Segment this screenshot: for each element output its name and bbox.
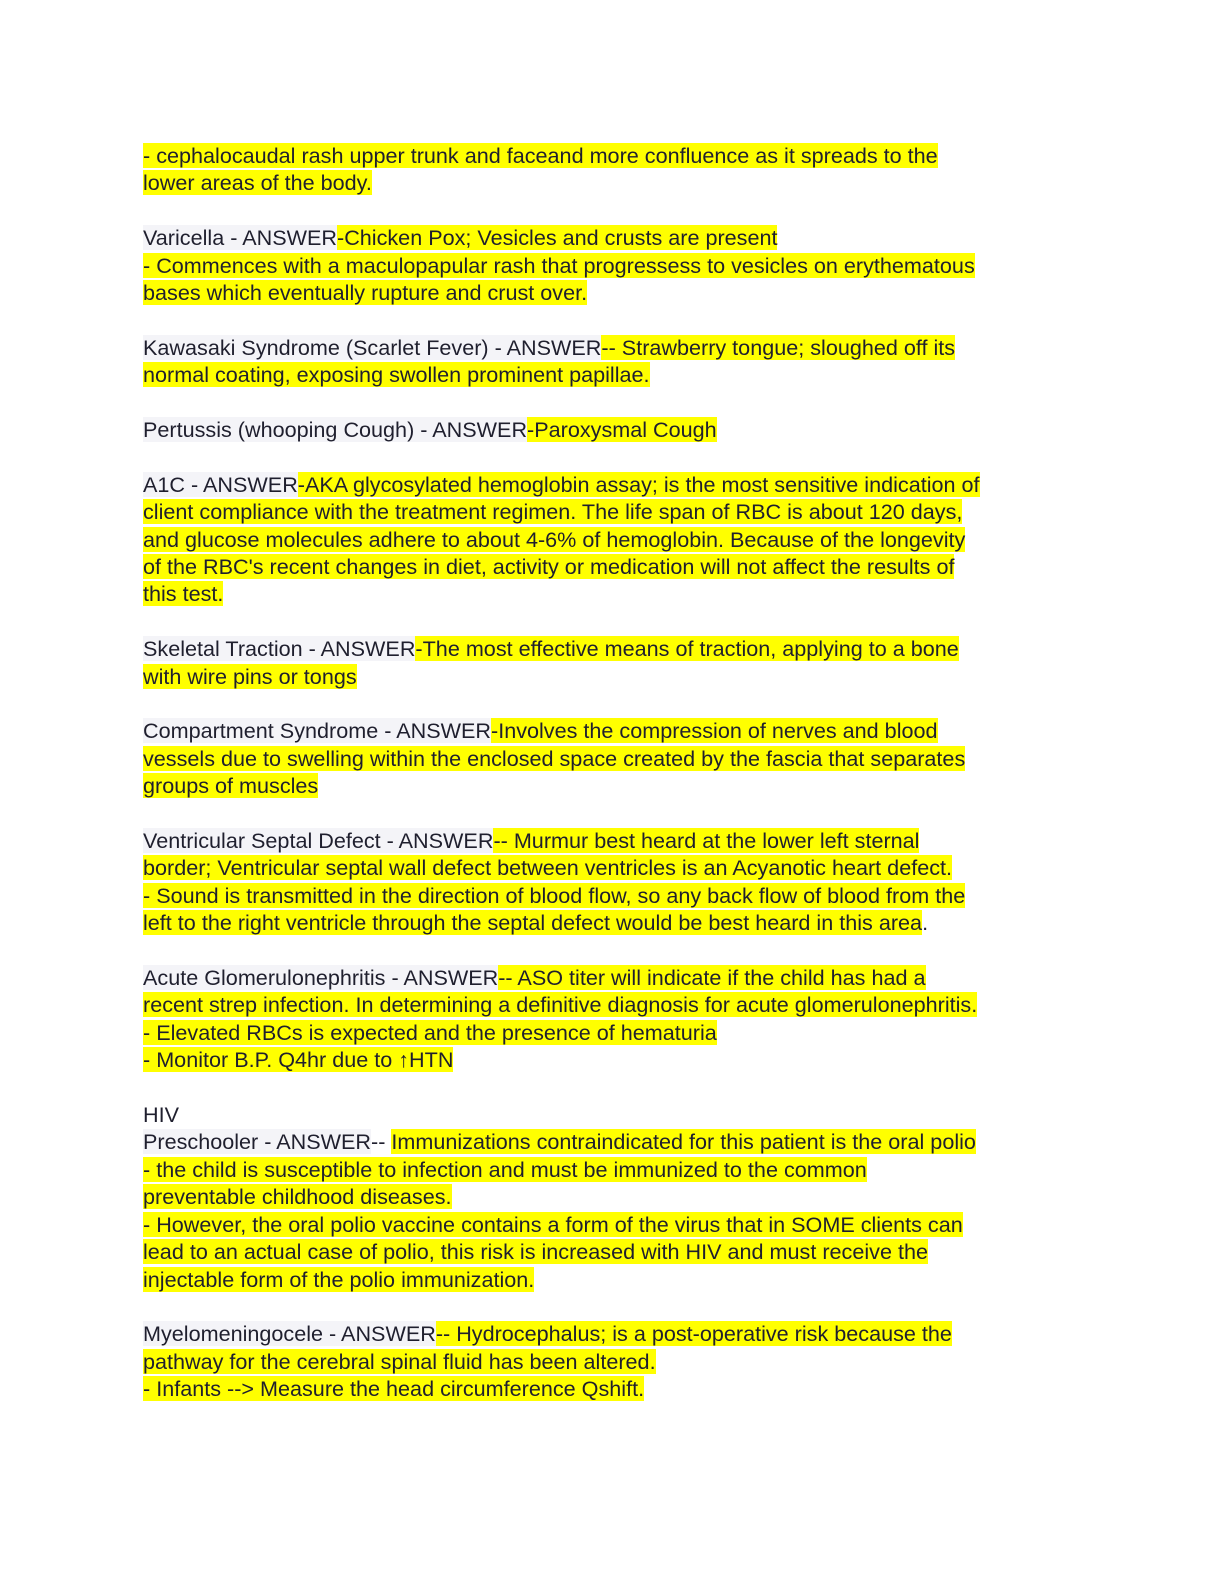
text-line <box>143 1046 1078 1073</box>
highlighted-text: - cephalocaudal rash upper trunk and faceand more confluence as it spreads to the <box>143 143 938 168</box>
highlighted-text: -Chicken Pox; Vesicles and crusts are present <box>337 225 778 251</box>
text-line <box>143 142 1078 169</box>
text-line <box>143 909 1078 936</box>
text-line <box>143 169 1078 196</box>
text-line <box>143 334 1078 361</box>
highlighted-text: pathway for the cerebral spinal fluid has been altered. <box>143 1348 656 1374</box>
highlighted-text: -Paroxysmal Cough <box>527 417 717 443</box>
text-line <box>143 1183 1078 1210</box>
document-body <box>143 142 1078 1430</box>
highlighted-text: -- Strawberry tongue; sloughed off its <box>601 334 956 360</box>
highlighted-text: groups of muscles <box>143 773 319 799</box>
text-line <box>143 224 1078 251</box>
qa-entry <box>143 635 1078 690</box>
term-label: Skeletal Traction - ANSWER <box>143 636 416 662</box>
text-line <box>143 854 1078 881</box>
highlighted-text: - Sound is transmitted in the direction of blood flow, so any back flow of blood from the <box>143 882 966 908</box>
text-line <box>143 471 1078 498</box>
text-line <box>143 498 1078 525</box>
text-line <box>143 1211 1078 1238</box>
highlighted-text: - Commences with a maculopapular rash that progressess to vesicles on erythematous <box>143 252 975 278</box>
highlighted-text: and glucose molecules adhere to about 4-6% of hemoglobin. Because of the longevity <box>143 526 966 552</box>
highlighted-text: recent strep infection. In determining a definitive diagnosis for acute glomerulonephritis. <box>143 992 978 1018</box>
text-line <box>143 1156 1078 1183</box>
highlighted-text: -- ASO titer will indicate if the child has had a <box>498 965 926 991</box>
highlighted-text: normal coating, exposing swollen prominent papillae. <box>143 362 650 388</box>
highlighted-text: preventable childhood diseases. <box>143 1184 452 1210</box>
term-label: Pertussis (whooping Cough) - ANSWER <box>143 417 528 443</box>
highlighted-text: this test. <box>143 581 224 607</box>
qa-entry <box>143 416 1078 443</box>
highlighted-text: -- Hydrocephalus; is a post-operative risk because the <box>435 1321 952 1347</box>
highlighted-text: with wire pins or tongs <box>143 663 357 689</box>
text-line <box>143 526 1078 553</box>
highlighted-text: - However, the oral polio vaccine contains a form of the virus that in SOME clients can <box>143 1211 963 1237</box>
highlighted-text: vessels due to swelling within the enclosed space created by the fascia that separates <box>143 745 966 771</box>
highlighted-text: -Involves the compression of nerves and blood <box>491 718 938 744</box>
qa-entry <box>143 471 1078 608</box>
text-line <box>143 1238 1078 1265</box>
text-line <box>143 1101 1078 1128</box>
qa-entry <box>143 717 1078 799</box>
highlighted-text: - Infants --> Measure the head circumference Qshift. <box>143 1376 645 1402</box>
plain-text: HIV <box>143 1102 179 1128</box>
highlighted-text: lower areas of the body. <box>143 170 372 196</box>
highlighted-text: bases which eventually rupture and crust over. <box>143 280 588 306</box>
term-label: Ventricular Septal Defect - ANSWER <box>143 828 494 854</box>
highlighted-text: -AKA glycosylated hemoglobin assay; is the most sensitive indication of <box>297 471 980 497</box>
text-line <box>143 1375 1078 1402</box>
text-line <box>143 882 1078 909</box>
text-line <box>143 279 1078 306</box>
text-line <box>143 416 1078 443</box>
plain-text: . <box>922 910 929 936</box>
term-label: Myelomeningocele - ANSWER <box>143 1321 436 1347</box>
term-label: Kawasaki Syndrome (Scarlet Fever) - ANSWER <box>143 334 602 360</box>
qa-entry <box>143 1320 1078 1402</box>
highlighted-text: - the child is susceptible to infection and must be immunized to the common <box>143 1156 867 1182</box>
highlighted-text: border; Ventricular septal wall defect between ventricles is an Acyanotic heart defect. <box>143 855 953 881</box>
highlighted-text: - Monitor B.P. Q4hr due to ↑HTN <box>143 1047 454 1073</box>
term-label: Preschooler - ANSWER <box>143 1129 371 1155</box>
highlighted-text: -The most effective means of traction, applying to a bone <box>415 636 959 662</box>
highlighted-text: injectable form of the polio immunization. <box>143 1266 535 1292</box>
qa-entry <box>143 142 1078 197</box>
text-line <box>143 827 1078 854</box>
text-line <box>143 635 1078 662</box>
highlighted-text: -- Murmur best heard at the lower left sternal <box>493 828 920 854</box>
text-line <box>143 991 1078 1018</box>
text-line <box>143 745 1078 772</box>
highlighted-text: left to the right ventricle through the septal defect would be best heard in this area <box>143 910 923 936</box>
term-label: A1C - ANSWER <box>143 471 298 497</box>
term-label: Varicella - ANSWER <box>143 225 337 251</box>
text-line <box>143 1320 1078 1347</box>
qa-entry <box>143 964 1078 1074</box>
text-line <box>143 964 1078 991</box>
text-line <box>143 361 1078 388</box>
text-line <box>143 1128 1078 1155</box>
qa-entry <box>143 827 1078 937</box>
text-line <box>143 1019 1078 1046</box>
text-line <box>143 252 1078 279</box>
text-line <box>143 717 1078 744</box>
text-line <box>143 553 1078 580</box>
text-line <box>143 580 1078 607</box>
text-line <box>143 1348 1078 1375</box>
highlighted-text: lead to an actual case of polio, this risk is increased with HIV and must receive the <box>143 1239 928 1265</box>
highlighted-text: client compliance with the treatment regimen. The life span of RBC is about 120 days, <box>143 499 963 525</box>
text-line <box>143 663 1078 690</box>
plain-text: -- <box>371 1129 392 1155</box>
term-label: Acute Glomerulonephritis - ANSWER <box>143 965 499 991</box>
qa-entry <box>143 224 1078 306</box>
qa-entry <box>143 1101 1078 1293</box>
highlighted-text: Immunizations contraindicated for this patient is the oral polio <box>391 1129 976 1155</box>
text-line <box>143 1266 1078 1293</box>
text-line <box>143 772 1078 799</box>
qa-entry <box>143 334 1078 389</box>
highlighted-text: - Elevated RBCs is expected and the presence of hematuria <box>143 1019 717 1045</box>
highlighted-text: of the RBC's recent changes in diet, activity or medication will not affect the results of <box>143 554 955 580</box>
term-label: Compartment Syndrome - ANSWER <box>143 718 491 744</box>
